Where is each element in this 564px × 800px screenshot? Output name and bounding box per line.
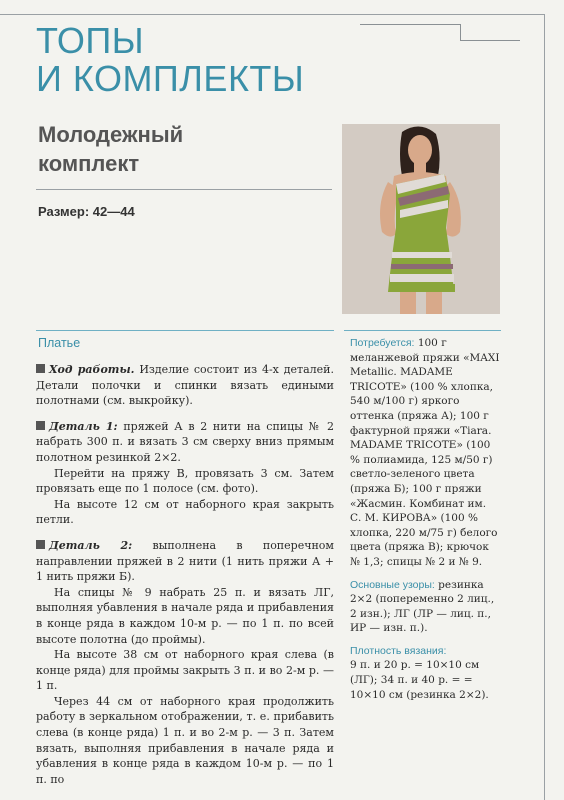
section-title-line-2: И КОМПЛЕКТЫ	[36, 58, 305, 99]
subheading-dress: Платье	[38, 336, 81, 350]
header-step-line	[360, 24, 530, 40]
paragraph-cast-on: На спицы № 9 набрать 25 п. и вязать ЛГ, выполняя убавления в начале ряда и прибавления в конце ряда в каждом 10-м р. — по 1 п. по всей высоте полотна (до проймы).	[36, 585, 334, 646]
instructions-column	[36, 362, 334, 787]
patterns-block: Основные узоры: резинка 2×2 (попеременно 2 лиц., 2 изн.); ЛГ (ЛР — лиц. п., ИР — изн. п.).	[350, 578, 495, 635]
body-divider-right	[344, 330, 501, 331]
section-title-line-1: ТОПЫ	[36, 20, 145, 61]
paragraph-yarn-switch: Перейти на пряжу В, провязать 3 см. Затем провязать еще по 1 полосе (см. фото).	[36, 466, 334, 496]
article-title-line-1: Молодежный	[38, 122, 184, 147]
gauge-block: Плотность вязания: 9 п. и 20 р. = 10×10 см (ЛГ); 34 п. и 40 р. = = 10×10 см (резинка 2×2).	[350, 644, 489, 701]
bullet-square-icon	[36, 364, 45, 373]
paragraph-mirror: Через 44 см от наборного края продолжить работу в зеркальном отображении, т. е. прибавить слева (в конце ряда) 1 п. и во 2-м р. — 3 п. Затем вязать, выполняя прибавления в начале ряда и убавления в конце ряда в каждом 10-м р. — по 1 п. по	[36, 694, 334, 786]
title-divider	[36, 189, 332, 190]
paragraph-part-1: Деталь 1: пряжей А в 2 нити на спицы № 2 набрать 300 п. и вязать 3 см сверху вниз прямым полотном резинкой 2×2.	[36, 419, 334, 464]
bullet-square-icon	[36, 540, 45, 549]
paragraph-armhole: На высоте 38 см от наборного края слева (в конце ряда) для проймы закрыть 3 п. и во 2-м р. — 1 п.	[36, 648, 334, 693]
body-divider-left	[36, 330, 334, 331]
materials-block: Потребуется: 100 г меланжевой пряжи «MAXI Metallic. MADAME TRICOTE» (100 % хлопка, 540 м/100 г) яркого оттенка (пряжа А); 100 г фактурной пряжи «Tiara. MADAME TRICOTE» (100 % полиамида, 125 м/50 г) светло-зеленого цвета (пряжа Б); 100 г пряжи «Жасмин. Комбинат им. С. М. КИРОВА» (100 % хлопка, 220 м/75 г) белого цвета (пряжа В); крючок № 1,3; спицы № 2 и № 9.	[350, 337, 500, 568]
size-label: Размер: 42—44	[38, 204, 135, 219]
article-title	[38, 120, 183, 178]
materials-sidebar	[350, 336, 500, 702]
article-title-line-2: комплект	[38, 151, 140, 176]
paragraph-work-process: Ход работы. Изделие состоит из 4-х деталей. Детали полочки и спинки вязать едиными полотнами (см. выкройку).	[36, 363, 334, 408]
paragraph-part-2: Деталь 2: выполнена в поперечном направлении пряжей в 2 нити (1 нить пряжи А + 1 нить пряжи Б).	[36, 538, 334, 584]
model-photo-illustration	[342, 124, 500, 314]
model-photo	[342, 124, 500, 314]
page-border-top	[0, 14, 545, 15]
section-title	[36, 22, 304, 98]
paragraph-bind-off: На высоте 12 см от наборного края закрыть петли.	[36, 497, 334, 527]
bullet-square-icon	[36, 421, 45, 430]
page-border-right	[544, 14, 545, 800]
